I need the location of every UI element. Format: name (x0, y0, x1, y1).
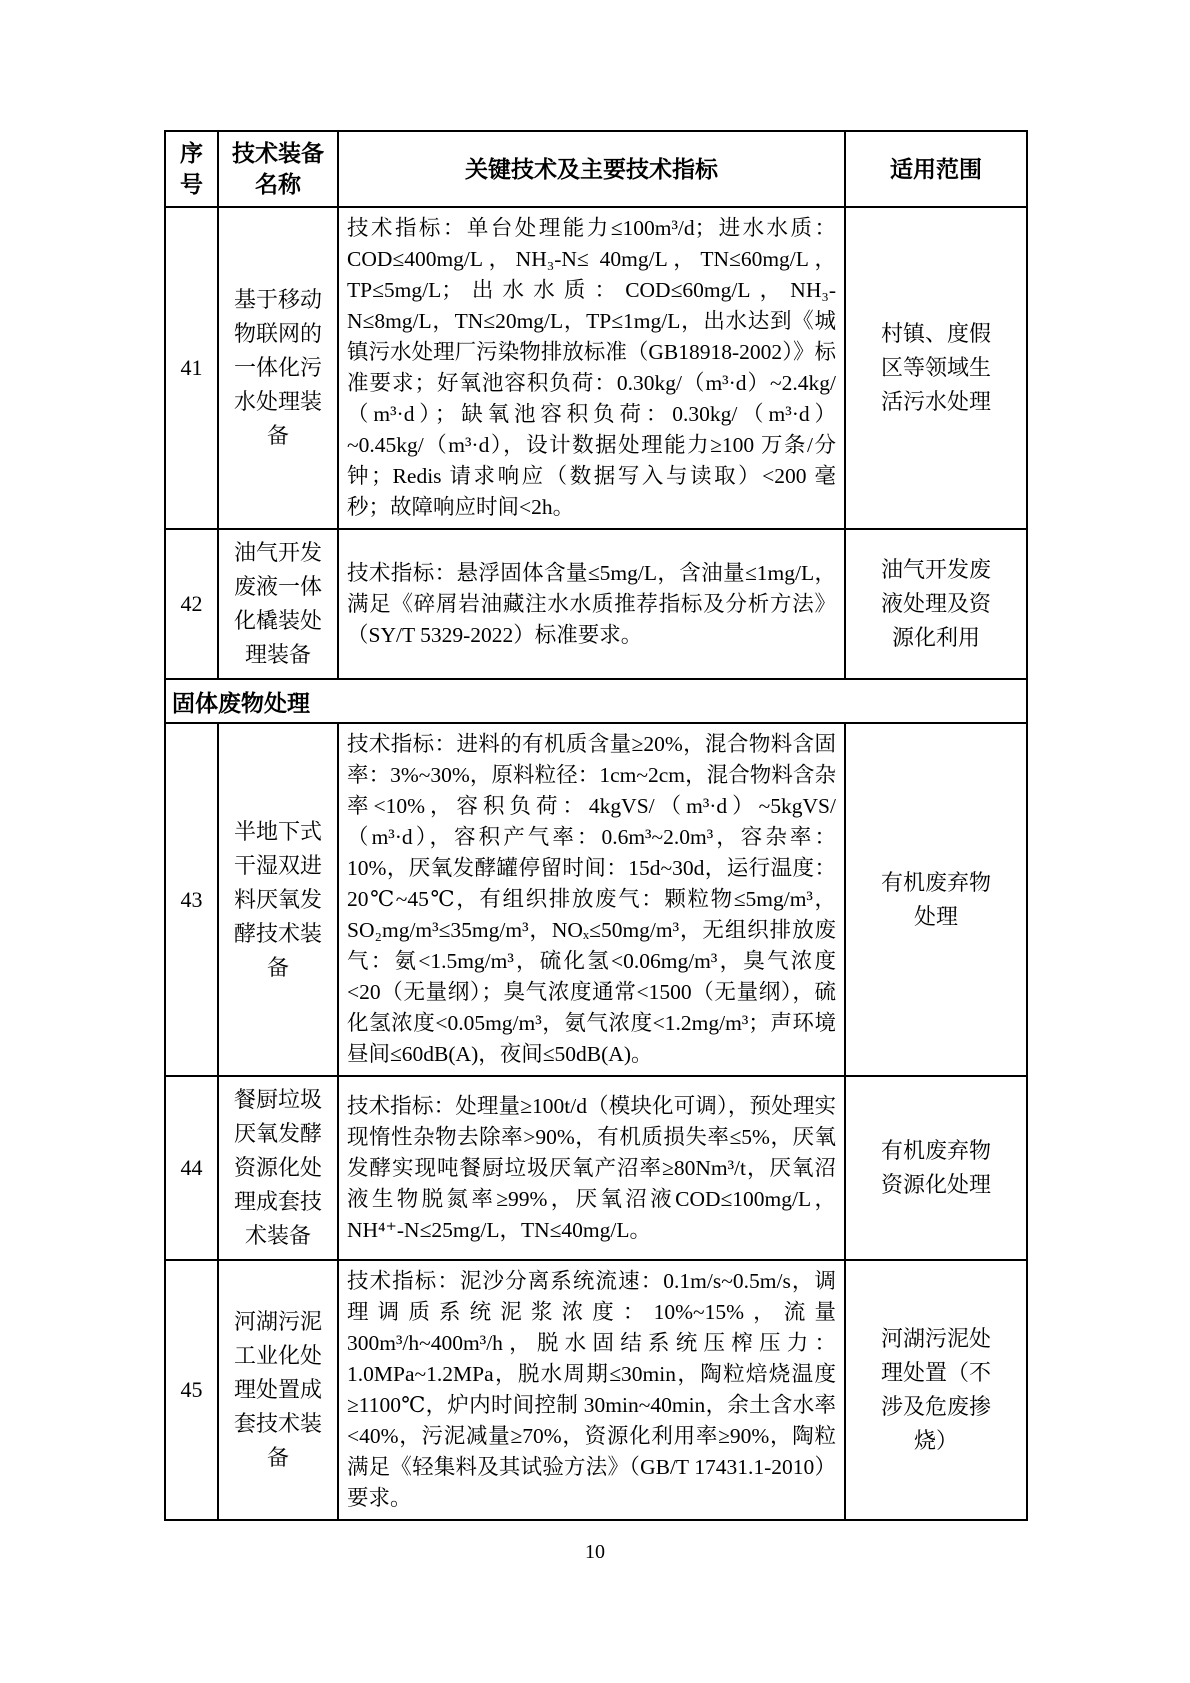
row-44-serial: 44 (165, 1076, 218, 1260)
header-cell-scope: 适用范围 (845, 131, 1027, 207)
row-45-indicators: 技术指标：泥沙分离系统流速：0.1m/s~0.5m/s，调理调质系统泥浆浓度：10%~15%，流量300m³/h~400m³/h，脱水固结系统压榨压力：1.0MPa~1.2MPa，脱水周期≤30min，陶粒焙烧温度≥1100℃，炉内时间控制 30min~40min，余土含水率<40%，污泥减量≥70%，资源化利用率≥90%，陶粒满足《轻集料及其试验方法》（GB/T 17431.1-2010）要求。 (338, 1260, 845, 1520)
equipment-table (164, 130, 1028, 1521)
section-header-label: 固体废物处理 (165, 679, 1027, 723)
row-43-scope: 有机废弃物处理 (845, 723, 1027, 1076)
row-41-indicators: 技术指标：单台处理能力≤100m³/d；进水水质：COD≤400mg/L，NH₃-N≤ 40mg/L，TN≤60mg/L，TP≤5mg/L；出水水质：COD≤60mg/L，NH₃-N≤8mg/L，TN≤20mg/L，TP≤1mg/L，出水达到《城镇污水处理厂污染物排放标准（GB18918-2002）》标准要求；好氧池容积负荷：0.30kg/（m³·d）~2.4kg/（m³·d）；缺氧池容积负荷：0.30kg/（m³·d）~0.45kg/（m³·d），设计数据处理能力≥100 万条/分钟；Redis 请求响应（数据写入与读取）<200 毫秒；故障响应时间<2h。 (338, 207, 845, 529)
row-42-serial: 42 (165, 529, 218, 679)
row-44-indicators: 技术指标：处理量≥100t/d（模块化可调），预处理实现惰性杂物去除率>90%，有机质损失率≤5%，厌氧发酵实现吨餐厨垃圾厌氧产沼率≥80Nm³/t，厌氧沼液生物脱氮率≥99%，厌氧沼液COD≤100mg/L，NH⁴⁺-N≤25mg/L，TN≤40mg/L。 (338, 1076, 845, 1260)
table-header-row (165, 131, 1027, 207)
table-row-44 (165, 1076, 1027, 1260)
header-cell-indicators: 关键技术及主要技术指标 (338, 131, 845, 207)
row-43-serial: 43 (165, 723, 218, 1076)
table-row-43 (165, 723, 1027, 1076)
header-cell-no: 序号 (165, 131, 218, 207)
row-45-scope: 河湖污泥处理处置（不涉及危废掺烧） (845, 1260, 1027, 1520)
row-43-indicators: 技术指标：进料的有机质含量≥20%，混合物料含固率：3%~30%，原料粒径：1cm~2cm，混合物料含杂率<10%，容积负荷：4kgVS/（m³·d）~5kgVS/（m³·d），容积产气率：0.6m³~2.0m³，容杂率：10%，厌氧发酵罐停留时间：15d~30d，运行温度：20℃~45℃，有组织排放废气：颗粒物≤5mg/m³，SO₂mg/m³≤35mg/m³，NOₓ≤50mg/m³，无组织排放废气：氨<1.5mg/m³，硫化氢<0.06mg/m³，臭气浓度<20（无量纲）；臭气浓度通常<1500（无量纲），硫化氢浓度<0.05mg/m³，氨气浓度<1.2mg/m³；声环境昼间≤60dB(A)，夜间≤50dB(A)。 (338, 723, 845, 1076)
page-number: 10 (585, 1541, 605, 1563)
row-42-scope: 油气开发废液处理及资源化利用 (845, 529, 1027, 679)
row-45-serial: 45 (165, 1260, 218, 1520)
table-row-42 (165, 529, 1027, 679)
table-row-41 (165, 207, 1027, 529)
header-cell-name: 技术装备名称 (218, 131, 338, 207)
row-42-equipment-name: 油气开发废液一体化橇装处理装备 (218, 529, 338, 679)
row-44-equipment-name: 餐厨垃圾厌氧发酵资源化处理成套技术装备 (218, 1076, 338, 1260)
row-42-indicators: 技术指标：悬浮固体含量≤5mg/L，含油量≤1mg/L，满足《碎屑岩油藏注水水质推荐指标及分析方法》（SY/T 5329-2022）标准要求。 (338, 529, 845, 679)
row-43-equipment-name: 半地下式干湿双进料厌氧发酵技术装备 (218, 723, 338, 1076)
row-45-equipment-name: 河湖污泥工业化处理处置成套技术装备 (218, 1260, 338, 1520)
row-41-serial: 41 (165, 207, 218, 529)
table-row-45 (165, 1260, 1027, 1520)
row-41-scope: 村镇、度假区等领域生活污水处理 (845, 207, 1027, 529)
row-44-scope: 有机废弃物资源化处理 (845, 1076, 1027, 1260)
section-header-row (165, 679, 1027, 723)
row-41-equipment-name: 基于移动物联网的一体化污水处理装备 (218, 207, 338, 529)
